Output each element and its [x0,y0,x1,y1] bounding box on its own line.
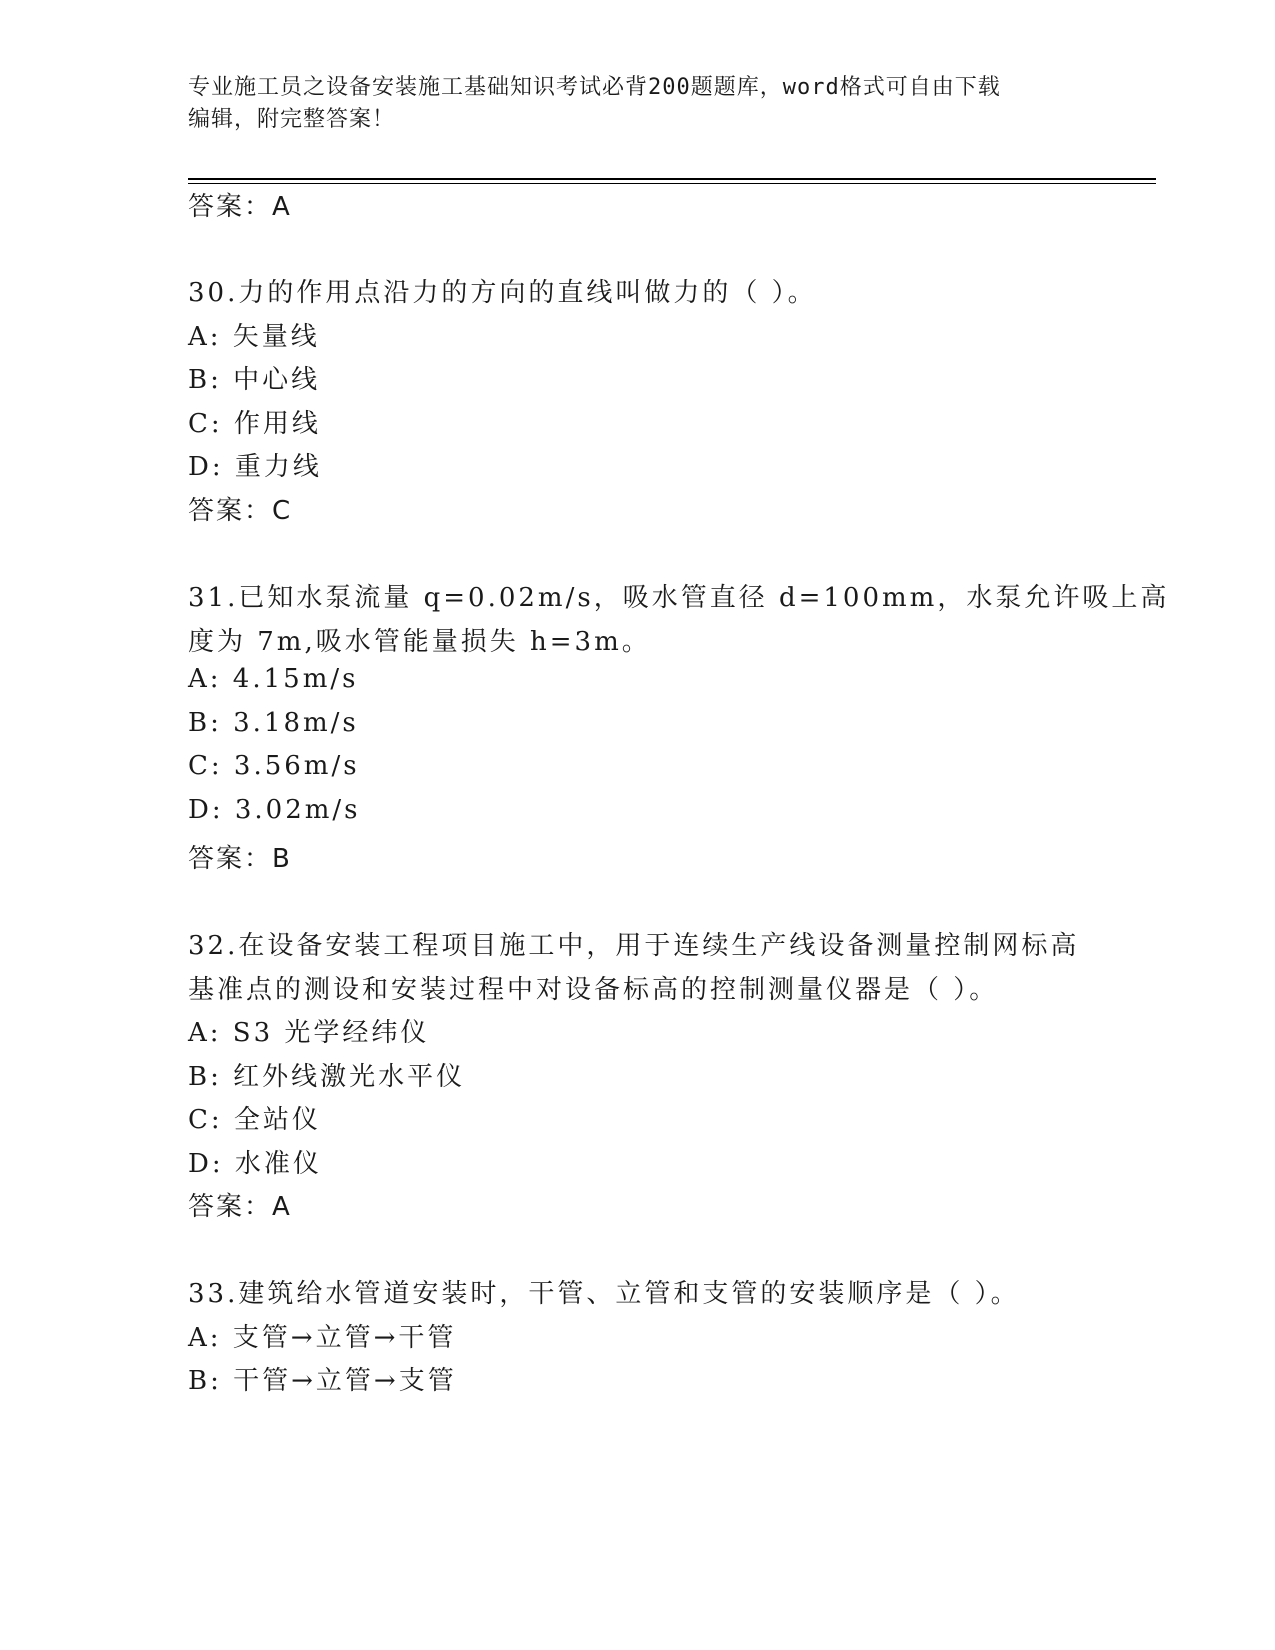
question-30-option-c: C: 作用线 [188,409,321,439]
header-line-1: 专业施工员之设备安装施工基础知识考试必背200题题库，word格式可自由下载 [188,75,1001,100]
answer-previous: 答案：A [188,192,292,222]
header-divider-thin [188,183,1156,184]
question-31-answer: 答案：B [188,844,292,874]
question-30-option-d: D: 重力线 [188,452,322,482]
question-33-stem: 33.建筑给水管道安装时，干管、立管和支管的安装顺序是（ ）。 [188,1279,1020,1309]
question-31-option-c: C: 3.56m/s [188,751,360,781]
question-33-option-b: B: 干管→立管→支管 [188,1366,457,1396]
question-31-option-a: A: 4.15m/s [188,664,359,694]
question-32-option-d: D: 水准仪 [188,1149,322,1179]
question-31-stem-line-1: 31.已知水泵流量 q=0.02m/s，吸水管直径 d=100mm，水泵允许吸上高 [188,583,1170,613]
question-32-option-a: A: S3 光学经纬仪 [188,1018,430,1048]
question-32-stem-line-1: 32.在设备安装工程项目施工中，用于连续生产线设备测量控制网标高 [188,931,1080,961]
document-header [188,72,1088,136]
question-30-option-a: A: 矢量线 [188,322,320,352]
question-32-answer: 答案：A [188,1192,292,1222]
question-33-option-a: A: 支管→立管→干管 [188,1323,457,1353]
question-31-option-b: B: 3.18m/s [188,708,359,738]
question-31-option-d: D: 3.02m/s [188,795,361,825]
question-31-stem-line-2: 度为 7m,吸水管能量损失 h=3m。 [188,627,651,657]
header-line-2: 编辑，附完整答案！ [188,107,396,132]
question-30-stem: 30.力的作用点沿力的方向的直线叫做力的（ ）。 [188,278,817,308]
question-32-stem-line-2: 基准点的测设和安装过程中对设备标高的控制测量仪器是（ ）。 [188,975,999,1005]
question-32-option-c: C: 全站仪 [188,1105,321,1135]
question-30-option-b: B: 中心线 [188,365,321,395]
question-30-answer: 答案：C [188,496,293,526]
question-32-option-b: B: 红外线激光水平仪 [188,1062,466,1092]
header-divider-thick [188,178,1156,180]
